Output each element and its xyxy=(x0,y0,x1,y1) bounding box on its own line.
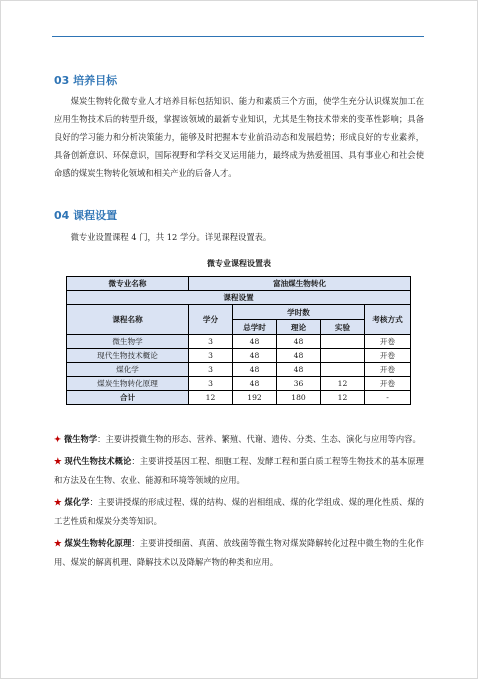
course-descriptions xyxy=(54,430,424,575)
star-icon: ★ xyxy=(54,456,62,466)
major-name-value: 富油煤生物转化 xyxy=(189,277,411,291)
course-credit: 3 xyxy=(189,377,233,391)
course-description-text: ：主要讲授细菌、真菌、放线菌等微生物对煤炭降解转化过程中微生物的生化作用、煤炭的解离机理、降解技术以及降解产物的种类和应用。 xyxy=(54,538,424,567)
course-theory: 48 xyxy=(277,335,321,349)
course-description xyxy=(54,452,424,490)
course-description-text: ：主要讲授基因工程、细胞工程、发酵工程和蛋白质工程等生物技术的基本原理和方法及在生物、农业、能源和环境等领域的应用。 xyxy=(54,456,424,485)
course-description-text: ：主要讲授微生物的形态、营养、繁殖、代谢、遗传、分类、生态、演化与应用等内容。 xyxy=(97,434,421,444)
table-title: 微专业课程设置表 xyxy=(207,259,271,268)
table-row xyxy=(67,335,411,349)
course-lab: 12 xyxy=(321,377,365,391)
course-description-name: 现代生物技术概论 xyxy=(64,456,132,466)
course-total-hours: 48 xyxy=(233,335,277,349)
course-exam: 开卷 xyxy=(365,377,411,391)
total-theory: 180 xyxy=(277,391,321,405)
course-total-hours: 48 xyxy=(233,363,277,377)
col-course-name: 课程名称 xyxy=(67,305,189,335)
course-lab xyxy=(321,335,365,349)
total-exam: - xyxy=(365,391,411,405)
table-total-row xyxy=(67,391,411,405)
course-exam: 开卷 xyxy=(365,349,411,363)
course-total-hours: 48 xyxy=(233,349,277,363)
course-exam: 开卷 xyxy=(365,335,411,349)
course-credit: 3 xyxy=(189,363,233,377)
col-exam: 考核方式 xyxy=(365,305,411,335)
section-04-heading: 04 课程设置 xyxy=(54,209,118,222)
header-rule xyxy=(52,36,424,37)
section-03-heading: 03 培养目标 xyxy=(54,74,118,87)
section-03-paragraph: 煤炭生物转化微专业人才培养目标包括知识、能力和素质三个方面，使学生充分认识煤炭加工在应用生物技术后的转型升级，掌握该领域的最新专业知识，尤其是生物技术带来的变革性影响；具备良好的学习能力和分析决策能力，能够及时把握本专业前沿动态和发展趋势；形成良好的专业素养，具备创新意识、环保意识，国际视野和学科交叉运用能力，最终成为热爱祖国、具有事业心和社会使命感的煤炭生物转化领域和相关产业的后备人才。 xyxy=(54,96,424,178)
total-lab: 12 xyxy=(321,391,365,405)
col-hours: 学时数 xyxy=(233,305,365,320)
courses-header: 课程设置 xyxy=(67,291,411,305)
course-lab xyxy=(321,349,365,363)
star-icon: ✦ xyxy=(54,434,61,444)
course-description-name: 微生物学 xyxy=(63,434,98,444)
table-row xyxy=(67,349,411,363)
course-description xyxy=(54,430,424,449)
course-lab xyxy=(321,363,365,377)
course-table xyxy=(66,276,411,405)
course-name: 煤炭生物转化原理 xyxy=(67,377,189,391)
col-lab: 实验 xyxy=(321,320,365,335)
course-name: 煤化学 xyxy=(67,363,189,377)
course-theory: 48 xyxy=(277,363,321,377)
course-exam: 开卷 xyxy=(365,363,411,377)
course-total-hours: 48 xyxy=(233,377,277,391)
course-description xyxy=(54,493,424,531)
star-icon: ★ xyxy=(54,497,62,507)
course-name: 现代生物技术概论 xyxy=(67,349,189,363)
course-description xyxy=(54,534,424,572)
total-hours: 192 xyxy=(233,391,277,405)
course-theory: 36 xyxy=(277,377,321,391)
total-label: 合计 xyxy=(67,391,189,405)
course-theory: 48 xyxy=(277,349,321,363)
col-credit: 学分 xyxy=(189,305,233,335)
table-row xyxy=(67,363,411,377)
col-total-hours: 总学时 xyxy=(233,320,277,335)
course-description-name: 煤炭生物转化原理 xyxy=(64,538,132,548)
col-theory: 理论 xyxy=(277,320,321,335)
total-credit: 12 xyxy=(189,391,233,405)
course-description-name: 煤化学 xyxy=(64,497,90,507)
section-04-intro: 微专业设置课程 4 门，共 12 学分。详见课程设置表。 xyxy=(70,232,272,242)
course-credit: 3 xyxy=(189,335,233,349)
course-description-text: ：主要讲授煤的形成过程、煤的结构、煤的岩相组成、煤的化学组成、煤的理化性质、煤的工艺性质和煤炭分类等知识。 xyxy=(54,497,424,526)
major-name-label: 微专业名称 xyxy=(67,277,189,291)
star-icon: ★ xyxy=(54,538,62,548)
course-name: 微生物学 xyxy=(67,335,189,349)
course-credit: 3 xyxy=(189,349,233,363)
table-row xyxy=(67,377,411,391)
